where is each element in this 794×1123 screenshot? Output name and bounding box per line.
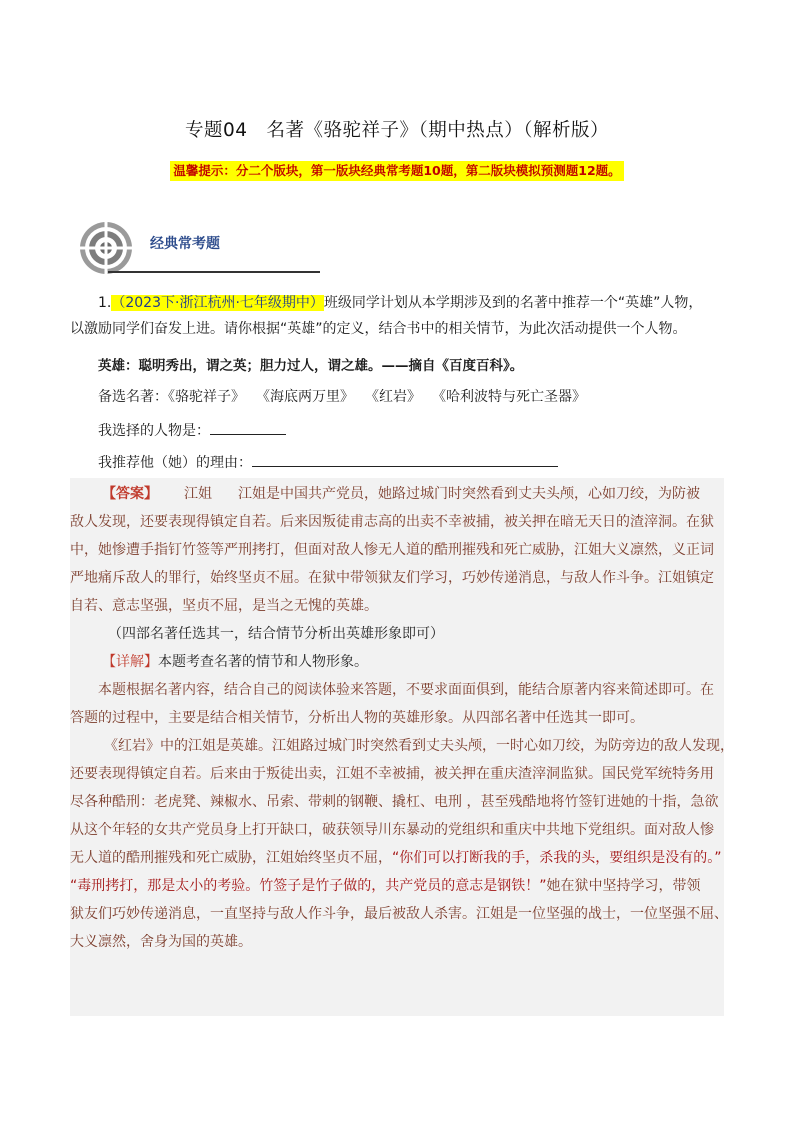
- detail-line: 还要表现得镇定自若。后来由于叛徒出卖，江姐不幸被捕，被关押在重庆渣滓洞监狱。国民党军统特务用: [70, 766, 714, 782]
- question-number: 1.: [98, 295, 112, 311]
- detail-line: 从这个年轻的女共产党员身上打开缺口，破获领导川东暴动的党组织和重庆中共地下党组织。面对敌人惨: [70, 822, 714, 838]
- reason-line: [98, 450, 738, 476]
- answer-label: 【答案】: [102, 486, 158, 502]
- answer-line: 自若、意志坚强，坚贞不屈，是当之无愧的英雄。: [70, 598, 378, 614]
- question-text-1: 班级同学计划从本学期涉及到的名著中推荐一个“英雄”人物，: [323, 295, 703, 311]
- tip-wrapper: [0, 160, 794, 181]
- section-header: [78, 220, 248, 276]
- page-title: 专题04 名著《骆驼祥子》（期中热点）（解析版）: [184, 120, 610, 141]
- answer-name: 江姐: [184, 486, 212, 502]
- answer-line: 敌人发现，还要表现得镇定自若。后来因叛徒甫志高的出卖不幸被捕，被关押在暗无天日的渣滓洞。在狱: [70, 514, 714, 530]
- choose-label: 我选择的人物是：: [98, 423, 210, 439]
- answer-section: [70, 480, 734, 956]
- detail-line: 本题根据名著内容，结合自己的阅读体验来答题，不要求面面俱到，能结合原著内容来简述即可。在: [98, 682, 714, 698]
- detail-line: 答题的过程中，主要是结合相关情节，分析出人物的英雄形象。从四部名著中任选其一即可。: [70, 710, 644, 726]
- choose-line: [98, 418, 738, 444]
- question-stem: [70, 290, 738, 342]
- book-option: 《骆驼祥子》: [168, 389, 245, 405]
- section-label: 经典常考题: [150, 236, 220, 252]
- book-option: 《海底两万里》: [263, 389, 354, 405]
- book-option: 《红岩》: [372, 389, 421, 405]
- choose-blank[interactable]: [210, 418, 286, 435]
- detail-line: 狱友们巧妙传递消息，一直坚持与敌人作斗争，最后被敌人杀害。江姐是一位坚强的战士，一位坚强不屈、: [70, 906, 728, 922]
- tip-banner: 温馨提示：分二个版块，第一版块经典常考题10题，第二版块模拟预测题12题。: [170, 161, 623, 181]
- detail-line: 她在狱中坚持学习，带领: [546, 878, 701, 894]
- detail-intro: 本题考查名著的情节和人物形象。: [158, 654, 368, 670]
- quote-text: “毒刑拷打，那是太小的考验。竹签子是竹子做的，共产党员的意志是钢铁！”: [70, 878, 547, 894]
- answer-line: 中，她惨遭手指钉竹签等严刑拷打，但面对敌人惨无人道的酷刑摧残和死亡威胁，江姐大义凛然，义正词: [70, 542, 714, 558]
- question-text-2: 以激励同学们奋发上进。请你根据“英雄”的定义，结合书中的相关情节，为此次活动提供一个人物。: [70, 321, 687, 337]
- section-divider: [108, 271, 320, 273]
- reason-label: 我推荐他（她）的理由：: [98, 455, 252, 471]
- detail-label: 【详解】: [102, 654, 158, 670]
- answer-line: 江姐是中国共产党员，她路过城门时突然看到丈夫头颅，心如刀绞，为防被: [238, 486, 700, 502]
- detail-line: 大义凛然，舍身为国的英雄。: [70, 934, 252, 950]
- book-option: 《哈利波特与死亡圣器》: [439, 389, 586, 405]
- answer-note: （四部名著任选其一，结合情节分析出英雄形象即可）: [108, 626, 444, 642]
- detail-line: 《红岩》中的江姐是英雄。江姐路过城门时突然看到丈夫头颅，一时心如刀绞，为防旁边的敌人发现，: [104, 738, 734, 754]
- answer-line: 严地痛斥敌人的罪行，始终坚贞不屈。在狱中带领狱友们学习，巧妙传递消息，与敌人作斗争。江姐镇定: [70, 570, 714, 586]
- hero-definition: 英雄：聪明秀出，谓之英；胆力过人，谓之雄。——摘自《百度百科》。: [98, 358, 524, 374]
- detail-line: 无人道的酷刑摧残和死亡威胁，江姐始终坚贞不屈，: [70, 850, 392, 866]
- target-icon: [78, 220, 134, 276]
- books-label: 备选名著：: [98, 389, 168, 405]
- detail-line: 尽各种酷刑：老虎凳、辣椒水、吊索、带刺的钢鞭、撬杠、电刑 ，甚至残酷地将竹签钉进她的十指，急欲: [70, 794, 719, 810]
- book-options: [98, 384, 738, 410]
- question-source: （2023下·浙江杭州·七年级期中）: [111, 295, 324, 311]
- reason-blank[interactable]: [252, 450, 558, 467]
- quote-text: “你们可以打断我的手，杀我的头，要组织是没有的。”: [392, 850, 722, 866]
